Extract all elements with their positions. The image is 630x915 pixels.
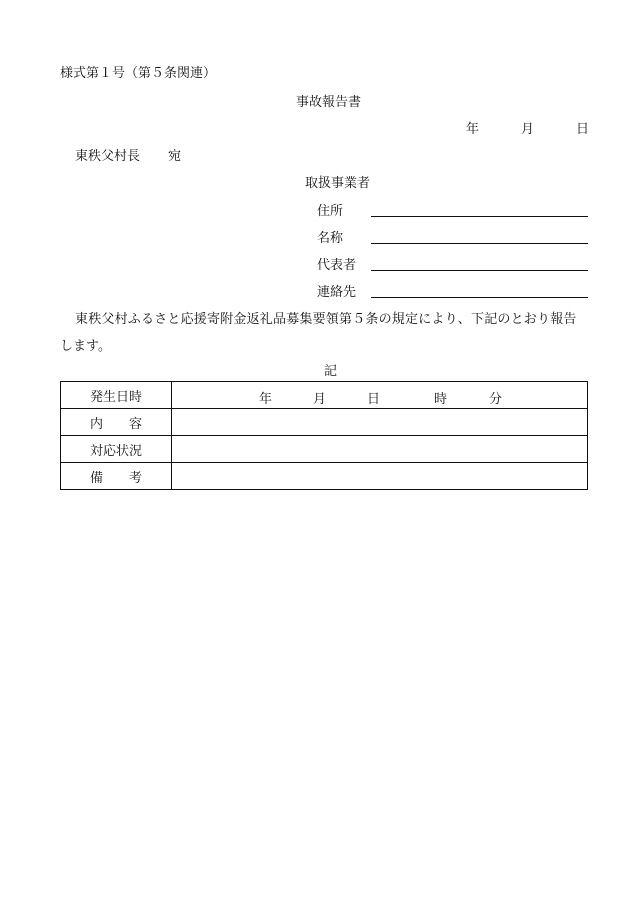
date-year-label: 年 [466,122,480,137]
form-number: 様式第１号（第５条関連） [60,66,217,81]
unit-month: 月 [313,392,327,407]
remarks-cell[interactable] [172,463,588,490]
table-row [61,436,588,463]
unit-minute: 分 [489,392,503,407]
table-row [61,409,588,436]
body-line-1: 東秩父村ふるさと応援寄附金返礼品募集要領第５条の規定により、下記のとおり報告 [75,312,577,327]
field-label-address: 住所 [317,204,344,219]
response-cell[interactable] [172,436,588,463]
row-label-datetime: 発生日時 [61,382,172,409]
content-cell[interactable] [172,409,588,436]
addressee-suffix: 宛 [168,149,182,164]
table-row [61,463,588,490]
unit-day: 日 [367,392,381,407]
name-field[interactable] [371,243,588,244]
date-day-label: 日 [576,122,590,137]
row-label-content: 内 容 [61,409,172,436]
representative-field[interactable] [371,270,588,271]
table-row [61,382,588,409]
row-label-remarks: 備 考 [61,463,172,490]
record-heading: 記 [324,364,338,379]
field-label-representative: 代表者 [317,258,357,273]
document-title: 事故報告書 [296,95,362,110]
datetime-cell[interactable] [172,382,588,409]
unit-year: 年 [259,392,273,407]
unit-hour: 時 [434,392,448,407]
date-month-label: 月 [521,122,535,137]
address-field[interactable] [371,216,588,217]
submitter-heading: 取扱事業者 [305,176,371,191]
addressee-name: 東秩父村長 [75,149,141,164]
field-label-name: 名称 [317,231,344,246]
row-label-response: 対応状況 [61,436,172,463]
body-line-2: します。 [60,339,111,354]
field-label-contact: 連絡先 [317,285,357,300]
contact-field[interactable] [371,297,588,298]
record-table [60,381,588,490]
